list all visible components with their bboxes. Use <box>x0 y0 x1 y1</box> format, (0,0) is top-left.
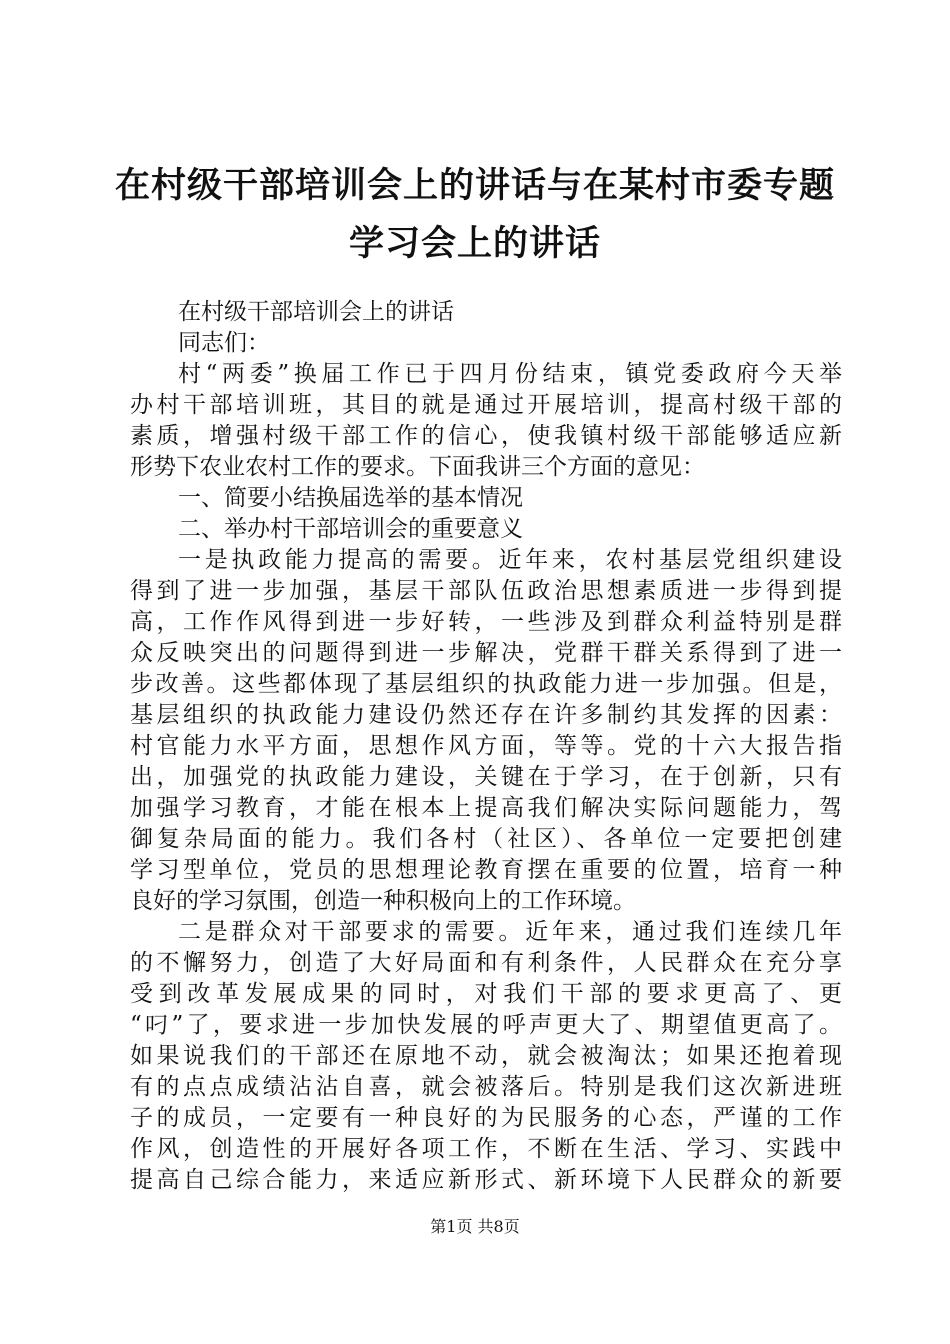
body-text-line: 的不懈努力，创造了大好局面和有利条件，人民群众在充分享 <box>130 950 842 976</box>
body-text-line: 作风，创造性的开展好各项工作，不断在生活、学习、实践中 <box>130 1136 842 1162</box>
body-text-line: 子的成员，一定要有一种良好的为民服务的心态，严谨的工作 <box>130 1105 842 1131</box>
document-title-line-1: 在村级干部培训会上的讲话与在某村市委专题 <box>114 165 835 206</box>
body-text-line: 村“两委”换届工作已于四月份结束，镇党委政府今天举 <box>178 361 842 387</box>
body-text-line: 众反映突出的问题得到进一步解决，党群干群关系得到了进一 <box>130 640 842 666</box>
body-text-line: 村官能力水平方面，思想作风方面，等等。党的十六大报告指 <box>130 733 842 759</box>
body-text-line: 出，加强党的执政能力建设，关键在于学习，在于创新，只有 <box>130 764 842 790</box>
body-text-line: “叼”了，要求进一步加快发展的呼声更大了、期望值更高了。 <box>130 1012 842 1038</box>
document-body <box>130 297 842 1196</box>
body-text-line: 良好的学习氛围，创造一种积极向上的工作环境。 <box>130 888 636 914</box>
body-text-line: 加强学习教育，才能在根本上提高我们解决实际问题能力，驾 <box>130 795 842 821</box>
body-text-line: 在村级干部培训会上的讲话 <box>178 299 454 325</box>
body-text-line: 步改善。这些都体现了基层组织的执政能力进一步加强。但是， <box>130 671 842 697</box>
body-text-line: 办村干部培训班，其目的就是通过开展培训，提高村级干部的 <box>130 392 842 418</box>
body-text-line: 基层组织的执政能力建设仍然还存在许多制约其发挥的因素： <box>130 702 842 728</box>
body-text-line: 御复杂局面的能力。我们各村（社区）、各单位一定要把创建 <box>130 826 842 852</box>
body-text-line: 高，工作作风得到进一步好转，一些涉及到群众利益特别是群 <box>130 609 842 635</box>
body-text-line: 得到了进一步加强，基层干部队伍政治思想素质进一步得到提 <box>130 578 842 604</box>
body-text-line: 学习型单位，党员的思想理论教育摆在重要的位置，培育一种 <box>130 857 842 883</box>
body-text-line: 二、举办村干部培训会的重要意义 <box>178 516 523 542</box>
body-text-line: 提高自己综合能力，来适应新形式、新环境下人民群众的新要 <box>130 1167 842 1193</box>
body-text-line: 受到改革发展成果的同时，对我们干部的要求更高了、更 <box>130 981 842 1007</box>
body-text-line: 素质，增强村级干部工作的信心，使我镇村级干部能够适应新 <box>130 423 842 449</box>
body-text-line: 有的点点成绩沾沾自喜，就会被落后。特别是我们这次新进班 <box>130 1074 842 1100</box>
page-footer: 第1页 共8页 <box>430 1217 520 1236</box>
body-text-line: 一、简要小结换届选举的基本情况 <box>178 485 523 511</box>
body-text-line: 同志们： <box>178 330 270 356</box>
body-text-line: 形势下农业农村工作的要求。下面我讲三个方面的意见： <box>130 454 705 480</box>
body-text-line: 如果说我们的干部还在原地不动，就会被淘汰；如果还抱着现 <box>130 1043 842 1069</box>
body-text-line: 一是执政能力提高的需要。近年来，农村基层党组织建设 <box>178 547 842 573</box>
document-title-line-2: 学习会上的讲话 <box>348 223 601 264</box>
body-text-line: 二是群众对干部要求的需要。近年来，通过我们连续几年 <box>178 919 842 945</box>
